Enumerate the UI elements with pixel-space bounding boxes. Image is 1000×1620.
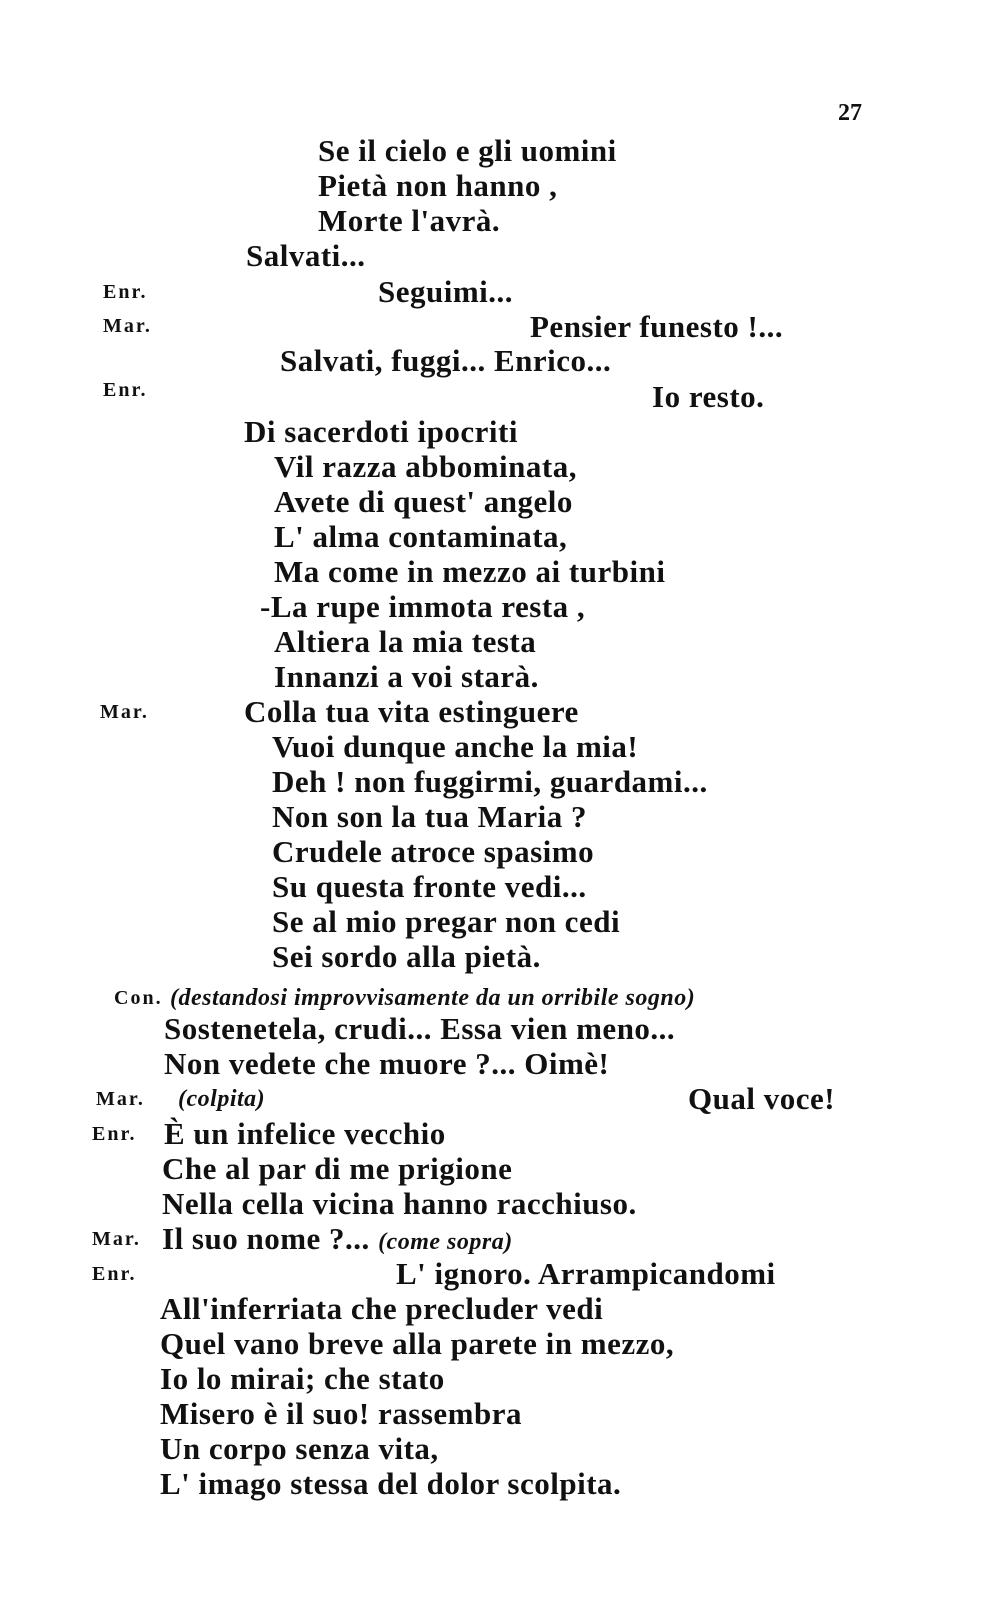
verse-line: Il suo nome ?... (come sopra): [162, 1221, 513, 1256]
verse-line: Sostenetela, crudi... Essa vien meno...: [164, 1011, 676, 1046]
verse-line: Un corpo senza vita,: [160, 1431, 439, 1466]
speaker-label: Mar.: [96, 1088, 145, 1110]
verse-line: Io lo mirai; che stato: [160, 1361, 445, 1396]
verse-line: L' imago stessa del dolor scolpita.: [160, 1466, 622, 1501]
verse-line: Colla tua vita estinguere: [244, 694, 579, 729]
verse-line: Se al mio pregar non cedi: [272, 904, 621, 939]
verse-line: Ma come in mezzo ai turbini: [274, 554, 666, 589]
verse-line: Altiera la mia testa: [274, 624, 537, 659]
speaker-label: Enr.: [103, 379, 148, 401]
verse-line: Innanzi a voi starà.: [274, 659, 539, 694]
speaker-label: Enr.: [92, 1263, 137, 1285]
stage-direction: (colpita): [178, 1086, 266, 1112]
verse-line: Qual voce!: [688, 1081, 836, 1116]
verse-line: Crudele atroce spasimo: [272, 834, 595, 869]
verse-line: Seguimi...: [378, 274, 514, 309]
verse-line: -La rupe immota resta ,: [260, 589, 586, 624]
verse-line: Quel vano breve alla parete in mezzo,: [160, 1326, 675, 1361]
speaker-label: Con.: [114, 987, 163, 1009]
verse-line: L' alma contaminata,: [274, 519, 568, 554]
verse-line: Avete di quest' angelo: [274, 484, 573, 519]
speaker-label: Mar.: [100, 701, 149, 723]
verse-line: Salvati...: [246, 238, 366, 273]
page-number: 27: [838, 100, 862, 126]
verse-line: È un infelice vecchio: [164, 1116, 446, 1151]
verse-line: Non vedete che muore ?... Oimè!: [164, 1046, 610, 1081]
speaker-label: Enr.: [92, 1123, 137, 1145]
verse-line: Vuoi dunque anche la mia!: [272, 729, 639, 764]
verse-line: Sei sordo alla pietà.: [272, 939, 541, 974]
stage-direction: (destandosi improvvisamente da un orribile sogno): [170, 985, 696, 1011]
verse-line: Che al par di me prigione: [162, 1151, 513, 1186]
verse-line: Di sacerdoti ipocriti: [244, 414, 518, 449]
verse-line: Su questa fronte vedi...: [272, 869, 587, 904]
verse-line: Misero è il suo! rassembra: [160, 1396, 522, 1431]
verse-line: All'inferriata che precluder vedi: [160, 1291, 604, 1326]
verse-line: Morte l'avrà.: [318, 203, 501, 238]
verse-line: Non son la tua Maria ?: [272, 799, 587, 834]
verse-line: Pensier funesto !...: [530, 309, 784, 344]
speaker-label: Mar.: [103, 315, 152, 337]
verse-line: Se il cielo e gli uomini: [318, 133, 617, 168]
verse-line: Salvati, fuggi... Enrico...: [280, 343, 612, 378]
speaker-label: Enr.: [103, 281, 148, 303]
verse-line: Pietà non hanno ,: [318, 168, 558, 203]
verse-line: Deh ! non fuggirmi, guardami...: [272, 764, 708, 799]
verse-line: Nella cella vicina hanno racchiuso.: [162, 1186, 637, 1221]
stage-direction: (come sopra): [378, 1229, 513, 1255]
verse-line: L' ignoro. Arrampicandomi: [396, 1256, 776, 1291]
speaker-label: Mar.: [92, 1228, 141, 1250]
verse-line: Vil razza abbominata,: [274, 449, 577, 484]
verse-line: Io resto.: [652, 379, 765, 414]
